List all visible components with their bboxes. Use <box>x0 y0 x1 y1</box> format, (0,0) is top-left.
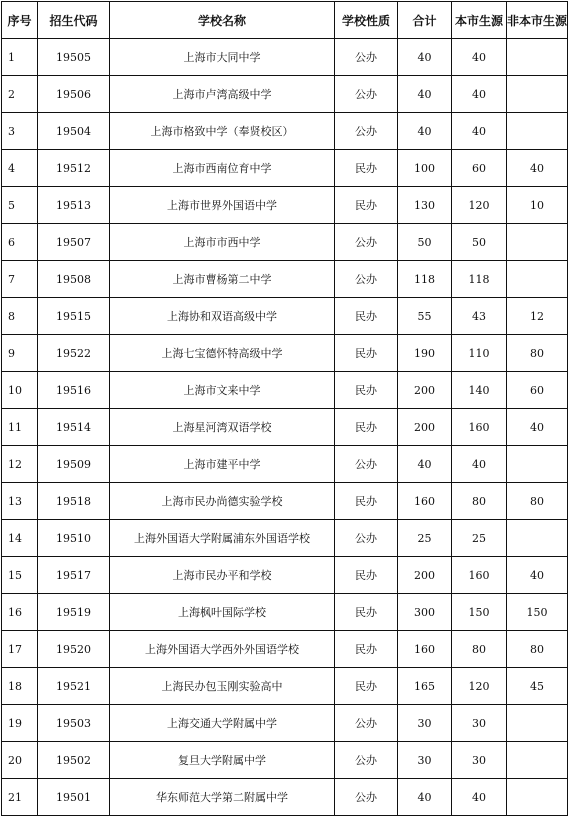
cell-school-type: 民办 <box>335 594 398 631</box>
cell-code: 19504 <box>38 113 110 150</box>
table-row <box>2 298 568 335</box>
cell-local: 30 <box>452 705 507 742</box>
cell-code: 19517 <box>38 557 110 594</box>
cell-nonlocal: 12 <box>507 298 568 335</box>
cell-local: 30 <box>452 742 507 779</box>
cell-index: 9 <box>2 335 38 372</box>
cell-total: 200 <box>398 409 452 446</box>
table-row <box>2 409 568 446</box>
table-row <box>2 113 568 150</box>
table-row <box>2 557 568 594</box>
cell-nonlocal: 10 <box>507 187 568 224</box>
cell-local: 40 <box>452 39 507 76</box>
cell-school-name: 上海星河湾双语学校 <box>110 409 335 446</box>
cell-nonlocal: 40 <box>507 409 568 446</box>
cell-index: 3 <box>2 113 38 150</box>
cell-local: 160 <box>452 409 507 446</box>
table-row <box>2 446 568 483</box>
cell-nonlocal: 40 <box>507 557 568 594</box>
cell-index: 19 <box>2 705 38 742</box>
table-body <box>2 39 568 816</box>
cell-local: 50 <box>452 224 507 261</box>
cell-total: 100 <box>398 150 452 187</box>
cell-code: 19520 <box>38 631 110 668</box>
table-row <box>2 150 568 187</box>
cell-local: 40 <box>452 779 507 816</box>
cell-school-type: 民办 <box>335 335 398 372</box>
cell-school-type: 民办 <box>335 668 398 705</box>
table-row <box>2 76 568 113</box>
cell-nonlocal: 80 <box>507 631 568 668</box>
table-row <box>2 594 568 631</box>
cell-local: 140 <box>452 372 507 409</box>
cell-nonlocal <box>507 446 568 483</box>
cell-total: 55 <box>398 298 452 335</box>
cell-school-type: 民办 <box>335 557 398 594</box>
cell-school-name: 上海市建平中学 <box>110 446 335 483</box>
enrollment-table <box>1 1 568 816</box>
cell-nonlocal <box>507 779 568 816</box>
header-code: 招生代码 <box>38 2 110 39</box>
cell-school-type: 民办 <box>335 150 398 187</box>
cell-school-name: 上海七宝德怀特高级中学 <box>110 335 335 372</box>
cell-nonlocal: 60 <box>507 372 568 409</box>
cell-school-type: 公办 <box>335 224 398 261</box>
cell-total: 40 <box>398 76 452 113</box>
cell-nonlocal: 80 <box>507 483 568 520</box>
cell-total: 40 <box>398 113 452 150</box>
cell-local: 120 <box>452 187 507 224</box>
cell-code: 19514 <box>38 409 110 446</box>
table-row <box>2 39 568 76</box>
cell-school-type: 民办 <box>335 631 398 668</box>
header-row <box>2 2 568 39</box>
cell-index: 7 <box>2 261 38 298</box>
cell-school-type: 公办 <box>335 261 398 298</box>
cell-school-name: 上海市世界外国语中学 <box>110 187 335 224</box>
header-total: 合计 <box>398 2 452 39</box>
cell-code: 19505 <box>38 39 110 76</box>
cell-school-type: 公办 <box>335 520 398 557</box>
cell-school-type: 民办 <box>335 187 398 224</box>
cell-code: 19522 <box>38 335 110 372</box>
cell-code: 19519 <box>38 594 110 631</box>
cell-index: 21 <box>2 779 38 816</box>
cell-total: 165 <box>398 668 452 705</box>
cell-school-name: 上海枫叶国际学校 <box>110 594 335 631</box>
cell-school-type: 公办 <box>335 446 398 483</box>
cell-total: 40 <box>398 779 452 816</box>
cell-code: 19515 <box>38 298 110 335</box>
cell-school-name: 上海市格致中学（奉贤校区） <box>110 113 335 150</box>
cell-school-name: 上海协和双语高级中学 <box>110 298 335 335</box>
cell-total: 190 <box>398 335 452 372</box>
cell-local: 80 <box>452 631 507 668</box>
cell-nonlocal <box>507 705 568 742</box>
cell-index: 18 <box>2 668 38 705</box>
header-index: 序号 <box>2 2 38 39</box>
cell-total: 118 <box>398 261 452 298</box>
cell-school-name: 上海外国语大学附属浦东外国语学校 <box>110 520 335 557</box>
cell-index: 16 <box>2 594 38 631</box>
cell-school-name: 上海市卢湾高级中学 <box>110 76 335 113</box>
cell-code: 19503 <box>38 705 110 742</box>
cell-code: 19507 <box>38 224 110 261</box>
cell-nonlocal <box>507 520 568 557</box>
cell-local: 120 <box>452 668 507 705</box>
table-row <box>2 187 568 224</box>
cell-school-name: 上海市大同中学 <box>110 39 335 76</box>
cell-total: 50 <box>398 224 452 261</box>
cell-total: 25 <box>398 520 452 557</box>
cell-index: 15 <box>2 557 38 594</box>
table-row <box>2 631 568 668</box>
cell-school-name: 上海市民办平和学校 <box>110 557 335 594</box>
cell-school-type: 公办 <box>335 779 398 816</box>
cell-school-type: 民办 <box>335 298 398 335</box>
table-row <box>2 668 568 705</box>
cell-nonlocal <box>507 742 568 779</box>
cell-school-type: 公办 <box>335 742 398 779</box>
cell-school-type: 公办 <box>335 705 398 742</box>
table-row <box>2 705 568 742</box>
cell-index: 20 <box>2 742 38 779</box>
cell-local: 150 <box>452 594 507 631</box>
cell-local: 40 <box>452 76 507 113</box>
cell-code: 19512 <box>38 150 110 187</box>
cell-index: 8 <box>2 298 38 335</box>
cell-index: 17 <box>2 631 38 668</box>
table-row <box>2 261 568 298</box>
cell-code: 19502 <box>38 742 110 779</box>
cell-nonlocal <box>507 261 568 298</box>
table-row <box>2 224 568 261</box>
cell-total: 160 <box>398 483 452 520</box>
cell-index: 10 <box>2 372 38 409</box>
cell-school-type: 公办 <box>335 39 398 76</box>
cell-nonlocal: 45 <box>507 668 568 705</box>
cell-school-type: 民办 <box>335 483 398 520</box>
table-row <box>2 483 568 520</box>
cell-nonlocal <box>507 224 568 261</box>
cell-code: 19506 <box>38 76 110 113</box>
cell-local: 40 <box>452 113 507 150</box>
cell-code: 19509 <box>38 446 110 483</box>
cell-nonlocal <box>507 113 568 150</box>
cell-index: 5 <box>2 187 38 224</box>
cell-index: 11 <box>2 409 38 446</box>
table-row <box>2 335 568 372</box>
cell-index: 4 <box>2 150 38 187</box>
cell-school-name: 上海民办包玉刚实验高中 <box>110 668 335 705</box>
cell-code: 19501 <box>38 779 110 816</box>
cell-school-name: 上海市市西中学 <box>110 224 335 261</box>
cell-index: 6 <box>2 224 38 261</box>
table-row <box>2 520 568 557</box>
table-row <box>2 742 568 779</box>
cell-index: 2 <box>2 76 38 113</box>
cell-index: 1 <box>2 39 38 76</box>
cell-nonlocal: 150 <box>507 594 568 631</box>
header-local: 本市生源 <box>452 2 507 39</box>
cell-local: 110 <box>452 335 507 372</box>
cell-nonlocal: 80 <box>507 335 568 372</box>
cell-school-type: 民办 <box>335 372 398 409</box>
cell-index: 14 <box>2 520 38 557</box>
cell-nonlocal <box>507 39 568 76</box>
cell-nonlocal: 40 <box>507 150 568 187</box>
cell-code: 19518 <box>38 483 110 520</box>
cell-total: 200 <box>398 557 452 594</box>
cell-school-name: 华东师范大学第二附属中学 <box>110 779 335 816</box>
cell-local: 40 <box>452 446 507 483</box>
cell-school-name: 上海外国语大学西外外国语学校 <box>110 631 335 668</box>
cell-local: 25 <box>452 520 507 557</box>
cell-code: 19516 <box>38 372 110 409</box>
table-row <box>2 372 568 409</box>
cell-school-name: 上海市文来中学 <box>110 372 335 409</box>
cell-total: 130 <box>398 187 452 224</box>
cell-school-name: 上海交通大学附属中学 <box>110 705 335 742</box>
cell-local: 118 <box>452 261 507 298</box>
cell-total: 40 <box>398 39 452 76</box>
header-school-name: 学校名称 <box>110 2 335 39</box>
header-school-type: 学校性质 <box>335 2 398 39</box>
cell-school-name: 上海市西南位育中学 <box>110 150 335 187</box>
cell-local: 160 <box>452 557 507 594</box>
cell-school-type: 公办 <box>335 76 398 113</box>
cell-total: 30 <box>398 705 452 742</box>
cell-total: 30 <box>398 742 452 779</box>
cell-code: 19513 <box>38 187 110 224</box>
cell-index: 12 <box>2 446 38 483</box>
cell-school-name: 上海市曹杨第二中学 <box>110 261 335 298</box>
cell-code: 19521 <box>38 668 110 705</box>
cell-total: 160 <box>398 631 452 668</box>
cell-total: 200 <box>398 372 452 409</box>
cell-school-type: 民办 <box>335 409 398 446</box>
cell-total: 40 <box>398 446 452 483</box>
cell-local: 43 <box>452 298 507 335</box>
cell-code: 19508 <box>38 261 110 298</box>
cell-nonlocal <box>507 76 568 113</box>
cell-school-type: 公办 <box>335 113 398 150</box>
cell-local: 60 <box>452 150 507 187</box>
cell-local: 80 <box>452 483 507 520</box>
cell-school-name: 上海市民办尚德实验学校 <box>110 483 335 520</box>
cell-total: 300 <box>398 594 452 631</box>
cell-school-name: 复旦大学附属中学 <box>110 742 335 779</box>
header-nonlocal: 非本市生源 <box>507 2 568 39</box>
cell-code: 19510 <box>38 520 110 557</box>
cell-index: 13 <box>2 483 38 520</box>
table-row <box>2 779 568 816</box>
